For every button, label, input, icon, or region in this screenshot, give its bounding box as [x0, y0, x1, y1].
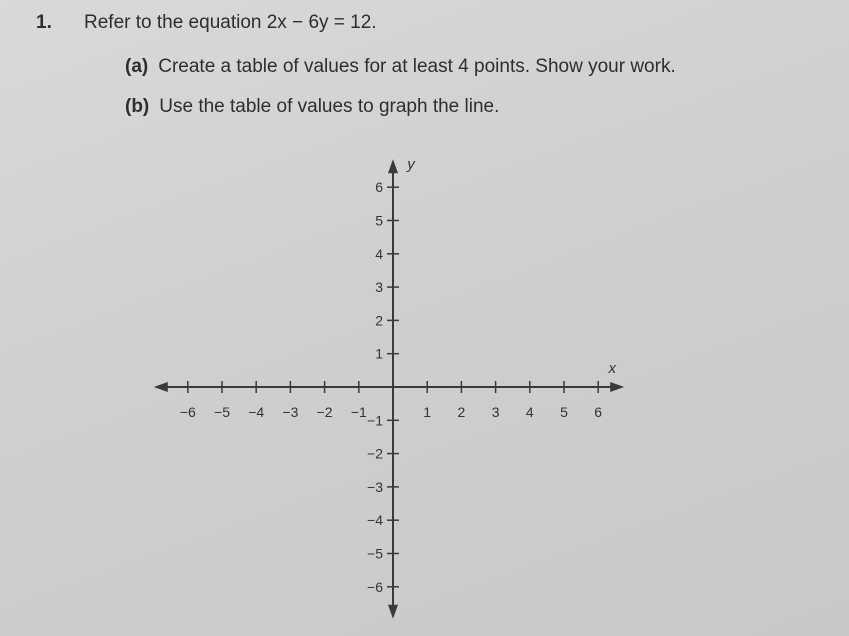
x-tick-label: −5	[214, 404, 230, 420]
x-axis-right-arrow	[610, 382, 624, 392]
question-number: 1.	[36, 12, 52, 33]
x-tick-label: −2	[316, 404, 333, 420]
part-b-label: (b)	[125, 96, 150, 117]
x-tick-label: 6	[594, 404, 603, 420]
x-tick-label: 4	[525, 404, 534, 420]
y-tick-label: 5	[375, 212, 383, 229]
x-tick-label: 3	[491, 404, 500, 420]
question-prompt: Refer to the equation 2x − 6y = 12.	[84, 12, 377, 33]
y-axis-bottom-arrow	[388, 605, 398, 619]
y-tick-label: −3	[367, 478, 383, 495]
x-tick-label: −1	[350, 404, 367, 420]
y-tick-label: 6	[375, 179, 383, 196]
y-tick-label: −5	[367, 545, 383, 562]
x-axis-left-arrow	[154, 382, 168, 392]
y-tick-label: 4	[375, 245, 383, 262]
y-tick-label: 2	[375, 312, 383, 329]
y-axis-top-arrow	[388, 159, 398, 173]
y-tick-label: −2	[367, 445, 383, 462]
x-tick-label: −3	[282, 404, 299, 420]
y-tick-label: 1	[375, 345, 383, 362]
part-a-text: Create a table of values for at least 4 points. Show your work.	[158, 56, 676, 77]
part-b-text: Use the table of values to graph the line.	[159, 96, 500, 117]
y-tick-label: −4	[367, 512, 383, 529]
x-tick-label: 2	[457, 404, 466, 420]
x-tick-label: 5	[560, 404, 568, 420]
y-tick-label: −6	[367, 578, 383, 595]
x-tick-label: −6	[179, 404, 196, 420]
x-axis-label: x	[608, 360, 616, 377]
x-tick-label: −4	[248, 404, 265, 420]
x-tick-label: 1	[423, 404, 432, 420]
y-tick-label: 3	[375, 279, 383, 296]
part-a-label: (a)	[125, 56, 149, 77]
y-tick-label: −1	[367, 412, 383, 429]
y-axis-label: y	[407, 156, 415, 174]
